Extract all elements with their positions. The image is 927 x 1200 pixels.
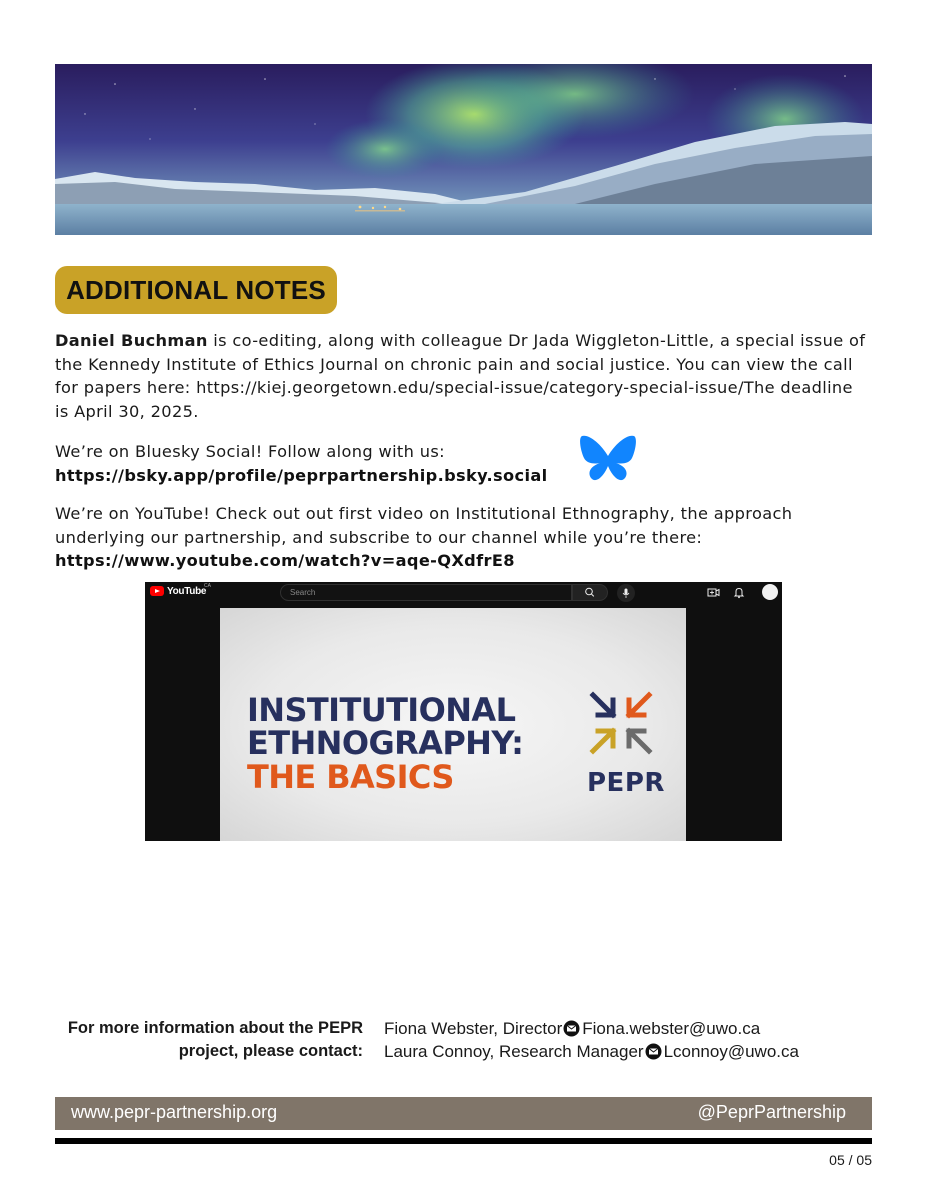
mic-button[interactable] xyxy=(617,584,635,602)
note-paragraph-youtube xyxy=(55,502,870,573)
youtube-wordmark[interactable]: YouTube xyxy=(167,586,207,597)
avatar[interactable] xyxy=(762,584,778,600)
email-link[interactable]: Fiona.webster@uwo.ca xyxy=(582,1019,761,1038)
note-paragraph-bluesky xyxy=(55,440,585,487)
mail-icon xyxy=(563,1020,580,1037)
pepr-arrows-logo-icon xyxy=(588,690,654,756)
email-link[interactable]: Lconnoy@uwo.ca xyxy=(663,1042,799,1061)
video-title-line-2: ETHNOGRAPHY: xyxy=(247,724,524,762)
youtube-logo-icon[interactable] xyxy=(150,586,164,596)
person-name: Daniel Buchman xyxy=(55,331,208,350)
header-banner-image xyxy=(55,64,872,235)
note-text: We’re on YouTube! Check out out first video on Institutional Ethnography, the approach underlying our partnership, and subscribe to our channel while you’re there: xyxy=(55,504,793,547)
search-button[interactable] xyxy=(572,584,608,601)
pepr-logo-text: PEPR xyxy=(587,768,665,798)
butterfly-icon xyxy=(579,432,637,486)
footer-bar xyxy=(55,1097,872,1130)
contact-person: Fiona Webster, Director xyxy=(384,1019,563,1038)
mail-icon xyxy=(645,1043,662,1060)
contact-line-director xyxy=(384,1017,760,1040)
website-link[interactable]: www.pepr-partnership.org xyxy=(71,1102,278,1122)
search-icon xyxy=(573,585,607,600)
page-number: 05 / 05 xyxy=(829,1152,872,1168)
video-title-line-1: INSTITUTIONAL xyxy=(247,691,516,729)
country-code: CA xyxy=(204,583,211,589)
video-frame[interactable] xyxy=(220,608,686,841)
youtube-video-screenshot[interactable] xyxy=(145,582,782,841)
contact-person: Laura Connoy, Research Manager xyxy=(384,1042,644,1061)
create-icon[interactable] xyxy=(707,586,720,599)
youtube-link[interactable]: https://www.youtube.com/watch?v=aqe-QXdfrE8 xyxy=(55,551,515,570)
mic-icon xyxy=(617,584,635,602)
note-text: is co-editing, along with colleague Dr Jada Wiggleton-Little, a special issue of the Kennedy Institute of Ethics Journal on chronic pain and social justice. You can view the call for papers here: https://kiej.georgetown.edu/special-issue/category-special-issue/The deadline is April 30, 2025. xyxy=(55,331,866,421)
youtube-top-bar xyxy=(145,582,782,604)
search-input[interactable] xyxy=(280,584,572,601)
social-handle[interactable]: @PeprPartnership xyxy=(697,1102,846,1122)
note-text: We’re on Bluesky Social! Follow along with us: xyxy=(55,442,445,461)
video-title-line-3: THE BASICS xyxy=(247,758,454,796)
footer-divider xyxy=(55,1138,872,1144)
note-paragraph-buchman xyxy=(55,329,870,423)
contact-label: For more information about the PEPR project, please contact: xyxy=(67,1019,363,1060)
bell-icon[interactable] xyxy=(733,586,745,599)
bluesky-link[interactable]: https://bsky.app/profile/peprpartnership.bsky.social xyxy=(55,465,548,485)
search-placeholder: Search xyxy=(290,588,316,597)
contact-line-manager xyxy=(384,1040,799,1063)
section-heading: ADDITIONAL NOTES xyxy=(55,266,337,314)
